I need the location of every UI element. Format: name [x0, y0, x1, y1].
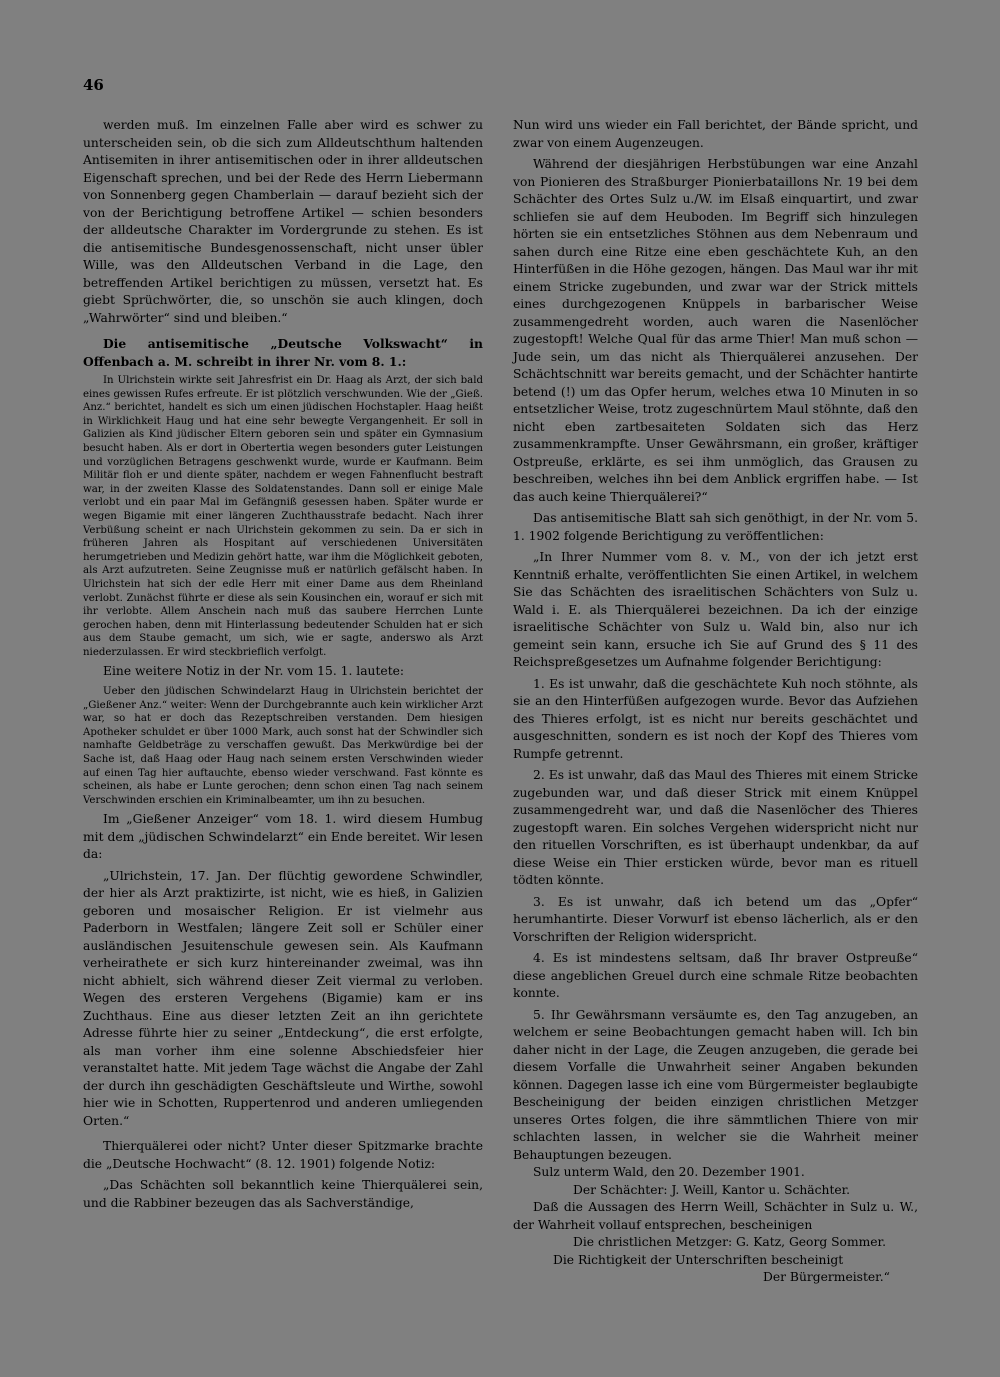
list-item: 2. Es ist unwahr, daß das Maul des Thieres mit einem Stricke zugebunden war, und daß dieser Strick mit einem Knüppel zusammengedreht war, und daß die Nasenlöcher des Thieres zugestopft waren. Ein solches Vergehen widerspricht nicht nur den rituellen Vorschriften, es ist überhaupt undenkbar, da auf diese Weise ein Thier ersticken würde, bevor man es rituell tödten könnte.	[513, 768, 918, 887]
page-number: 46	[83, 76, 104, 94]
list-item: 5. Ihr Gewährsmann versäumte es, den Tag anzugeben, an welchem er seine Beobachtungen gemacht haben will. Ich bin daher nicht in der Lage, die Zeugen anzugeben, die gerade bei diesem Vorfalle die Unwahrheit seiner Angaben bekunden können. Dagegen lasse ich eine vom Bürgermeister beglaubigte Bescheinigung der beiden einzigen christlichen Metzger unseres Ortes folgen, die ihre sämmtlichen Thiere von mir schlachten lassen, in welcher sie die Wahrheit meiner Behauptungen bezeugen.	[513, 1007, 918, 1162]
paragraph: werden muß. Im einzelnen Falle aber wird es schwer zu unterscheiden sein, ob die sich zum Alldeutschthum haltenden Antisemiten in ihrer antisemitischen oder in ihrer alldeutschen Eigenschaft sprechen, und bei der Rede des Herrn Liebermann von Sonnenberg gegen Chamberlain — darauf bezieht sich der von der Berichtigung betroffene Artikel — schien besonders der alldeutsche Charakter im Vordergrunde zu stehen. Es ist die antisemitische Bundesgenossenschaft, nicht unser übler Wille, was den Alldeutschen Verband in die Lage, den betreffenden Artikel berichtigen zu müssen, versetzt hat. Es giebt Sprüchwörter, die, so unschön sie auch klingen, doch „Wahrwörter“ sind und bleiben.“	[83, 118, 483, 325]
right-column	[513, 117, 918, 1287]
signature: Die christlichen Metzger: G. Katz, Georg Sommer.	[573, 1235, 886, 1249]
paragraph: Während der diesjährigen Herbstübungen war eine Anzahl von Pionieren des Straßburger Pionierbataillons Nr. 19 bei dem Schächter des Ortes Sulz u./W. im Elsaß einquartirt, und zwar schliefen sie auf dem Heuboden. Im Begriff sich hinzulegen hörten sie ein entsetzliches Stöhnen aus dem Nebenraum und sahen durch eine Ritze eine eben geschächtete Kuh, an den Hinterfüßen in die Höhe gezogen, hängen. Das Maul war ihr mit einem Stricke zugebunden, und zwar war der Strick mittels eines durchgezogenen Knüppels in barbarischer Weise zusammengedreht worden, auch waren die Nasenlöcher zugestopft! Welche Qual für das arme Thier! Man muß schon — Jude sein, um das nicht als Thierquälerei anzusehen. Der Schächtschnitt war bereits gemacht, und der Schächter hantirte betend (!) um das Opfer herum, welches etwa 10 Minuten in so entsetzlicher Weise, trotz zugeschnürtem Maul stöhnte, daß den nicht eben zartbesaiteten Soldaten sich das Herz zusammenkrampfte. Unser Gewährsmann, ein großer, kräftiger Ostpreuße, erklärte, es sei ihm unmöglich, das Grausen zu beschreiben, welches ihn bei dem Anblick ergriffen habe. — Ist das auch keine Thierquälerei?“	[513, 157, 918, 504]
paragraph: Nun wird uns wieder ein Fall berichtet, der Bände spricht, und zwar von einem Augenzeugen.	[513, 118, 918, 150]
paragraph: Das antisemitische Blatt sah sich genöthigt, in der Nr. vom 5. 1. 1902 folgende Berichtigung zu veröffentlichen:	[513, 511, 918, 543]
quote-small: In Ulrichstein wirkte seit Jahresfrist ein Dr. Haag als Arzt, der sich bald eines gewissen Rufes erfreute. Er ist plötzlich verschwunden. Wie der „Gieß. Anz.“ berichtet, handelt es sich um einen jüdischen Hochstapler. Haag heißt in Wirklichkeit Haug und hat eine sehr bewegte Vergangenheit. Er soll in Galizien als Kind jüdischer Eltern geboren sein und später ein Gymnasium besucht haben. Als er dort in Obertertia wegen besonders guter Leistungen und vorzüglichen Betragens geschwenkt wurde, wurde er Kaufmann. Beim Militär floh er und diente später, nachdem er wegen Fahnenflucht bestraft war, in der zweiten Klasse des Soldatenstandes. Dann soll er einige Male verlobt und ein paar Mal im Gefängniß gesessen haben. Später wurde er wegen Bigamie mit einer längeren Zuchthausstrafe bedacht. Nach ihrer Verbüßung scheint er nach Ulrichstein gekommen zu sein. Da er sich in früheren Jahren als Hospitant auf verschiedenen Universitäten herumgetrieben und Medizin gehört hatte, war ihm die Möglichkeit geboten, als Arzt aufzutreten. Seine Zeugnisse muß er natürlich gefälscht haben. In Ulrichstein hat sich der edle Herr mit einer Dame aus dem Rheinland verlobt. Zunächst führte er diese als sein Kousinchen ein, worauf er sich mit ihr verlobte. Allem Anschein nach muß das saubere Herrchen Lunte gerochen haben, denn mit Hinterlassung bedeutender Schulden hat er sich aus dem Staube gemacht, um sich, wie er sagte, anderswo als Arzt niederzulassen. Er wird steckbrieflich verfolgt.	[83, 375, 483, 658]
quote: „Ulrichstein, 17. Jan. Der flüchtig gewordene Schwindler, der hier als Arzt praktizirte, ist nicht, wie es hieß, in Galizien geboren und mosaischer Religion. Er ist vielmehr aus Paderborn in Westfalen; längere Zeit soll er Schüler einer ausländischen Jesuitenschule gewesen sein. Als Kaufmann verheirathete er sich kurz hintereinander zweimal, was ihn nicht abhielt, sich während dieser Zeit viermal zu verloben. Wegen des ersteren Vergehens (Bigamie) kam er ins Zuchthaus. Eine aus dieser letzten Zeit an ihn gerichtete Adresse führte hier zu seiner „Entdeckung“, die erst erfolgte, als man vorher ihm eine solenne Abschiedsfeier hier veranstaltet hatte. Mit jedem Tage wächst die Angabe der Zahl der durch ihn geschädigten Geschäftsleute und Wirthe, sowohl hier wie in Schotten, Ruppertenrod und anderen umliegenden Orten.“	[83, 868, 483, 1128]
quote: „In Ihrer Nummer vom 8. v. M., von der ich jetzt erst Kenntniß erhalte, veröffentlichten Sie einen Artikel, in welchem Sie das Schächten des israelitischen Schächters von Sulz u. Wald i. E. als Thierquälerei bezeichnen. Da ich der einzige israelitische Schächter von Sulz u. Wald bin, also nur ich gemeint sein kann, ersuche ich Sie auf Grund des § 11 des Reichspreßgesetzes um Aufnahme folgender Berichtigung:	[513, 550, 918, 669]
list-item: 1. Es ist unwahr, daß die geschächtete Kuh noch stöhnte, als sie an den Hinterfüßen aufgezogen wurde. Bevor das Aufziehen des Thieres erfolgt, ist es nicht nur bereits geschächtet und ausgeschnitten, sondern es ist noch der Kopf des Thieres vom Rumpfe getrennt.	[513, 676, 918, 761]
spacer	[83, 1130, 483, 1138]
list-item: 3. Es ist unwahr, daß ich betend um das „Opfer“ herumhantirte. Dieser Vorwurf ist ebenso lächerlich, als er den Vorschriften der Religion widerspricht.	[513, 894, 918, 944]
section-heading: Die antisemitische „Deutsche Volkswacht“ in Offenbach a. M. schreibt in ihrer Nr. vom 8. 1.:	[83, 336, 483, 369]
paragraph: Thierquälerei oder nicht? Unter dieser Spitzmarke brachte die „Deutsche Hochwacht“ (8. 12. 1901) folgende Notiz:	[83, 1139, 483, 1171]
left-column	[83, 117, 483, 1212]
paragraph: Im „Gießener Anzeiger“ vom 18. 1. wird diesem Humbug mit dem „jüdischen Schwindelarzt“ ein Ende bereitet. Wir lesen da:	[83, 812, 483, 862]
spacer	[83, 327, 483, 335]
dateline: Sulz unterm Wald, den 20. Dezember 1901.	[533, 1165, 805, 1179]
signature: Der Schächter: J. Weill, Kantor u. Schächter.	[573, 1182, 851, 1197]
paragraph: Eine weitere Notiz in der Nr. vom 15. 1. lautete:	[103, 664, 405, 679]
quote: „Das Schächten soll bekanntlich keine Thierquälerei sein, und die Rabbiner bezeugen das als Sachverständige,	[83, 1178, 483, 1210]
list-item: 4. Es ist mindestens seltsam, daß Ihr braver Ostpreuße“ diese angeblichen Greuel durch eine schmale Ritze beobachten konnte.	[513, 951, 918, 1000]
signature: Der Bürgermeister.“	[763, 1270, 890, 1284]
quote-small: Ueber den jüdischen Schwindelarzt Haug in Ulrichstein berichtet der „Gießener Anz.“ weiter: Wenn der Durchgebrannte auch kein wirklicher Arzt war, so hat er doch das Rezeptschreiben verstanden. Dem hiesigen Apotheker schuldet er über 1000 Mark, auch sonst hat der Schwindler sich namhafte Geldbeträge zu verschaffen gewußt. Das Merkwürdige bei der Sache ist, daß Haag oder Haug nach seinem ersten Verschwinden wieder auf einen Tag hier auftauchte, ebenso wieder verschwand. Fast könnte es scheinen, als habe er Lunte gerochen; denn schon einen Tag nach seinem Verschwinden erschien ein Kriminalbeamter, um ihn zu besuchen.	[83, 685, 483, 806]
paragraph: Daß die Aussagen des Herrn Weill, Schächter in Sulz u. W., der Wahrheit vollauf entsprechen, bescheinigen	[513, 1200, 918, 1232]
certification: Die Richtigkeit der Unterschriften bescheinigt	[553, 1252, 844, 1267]
